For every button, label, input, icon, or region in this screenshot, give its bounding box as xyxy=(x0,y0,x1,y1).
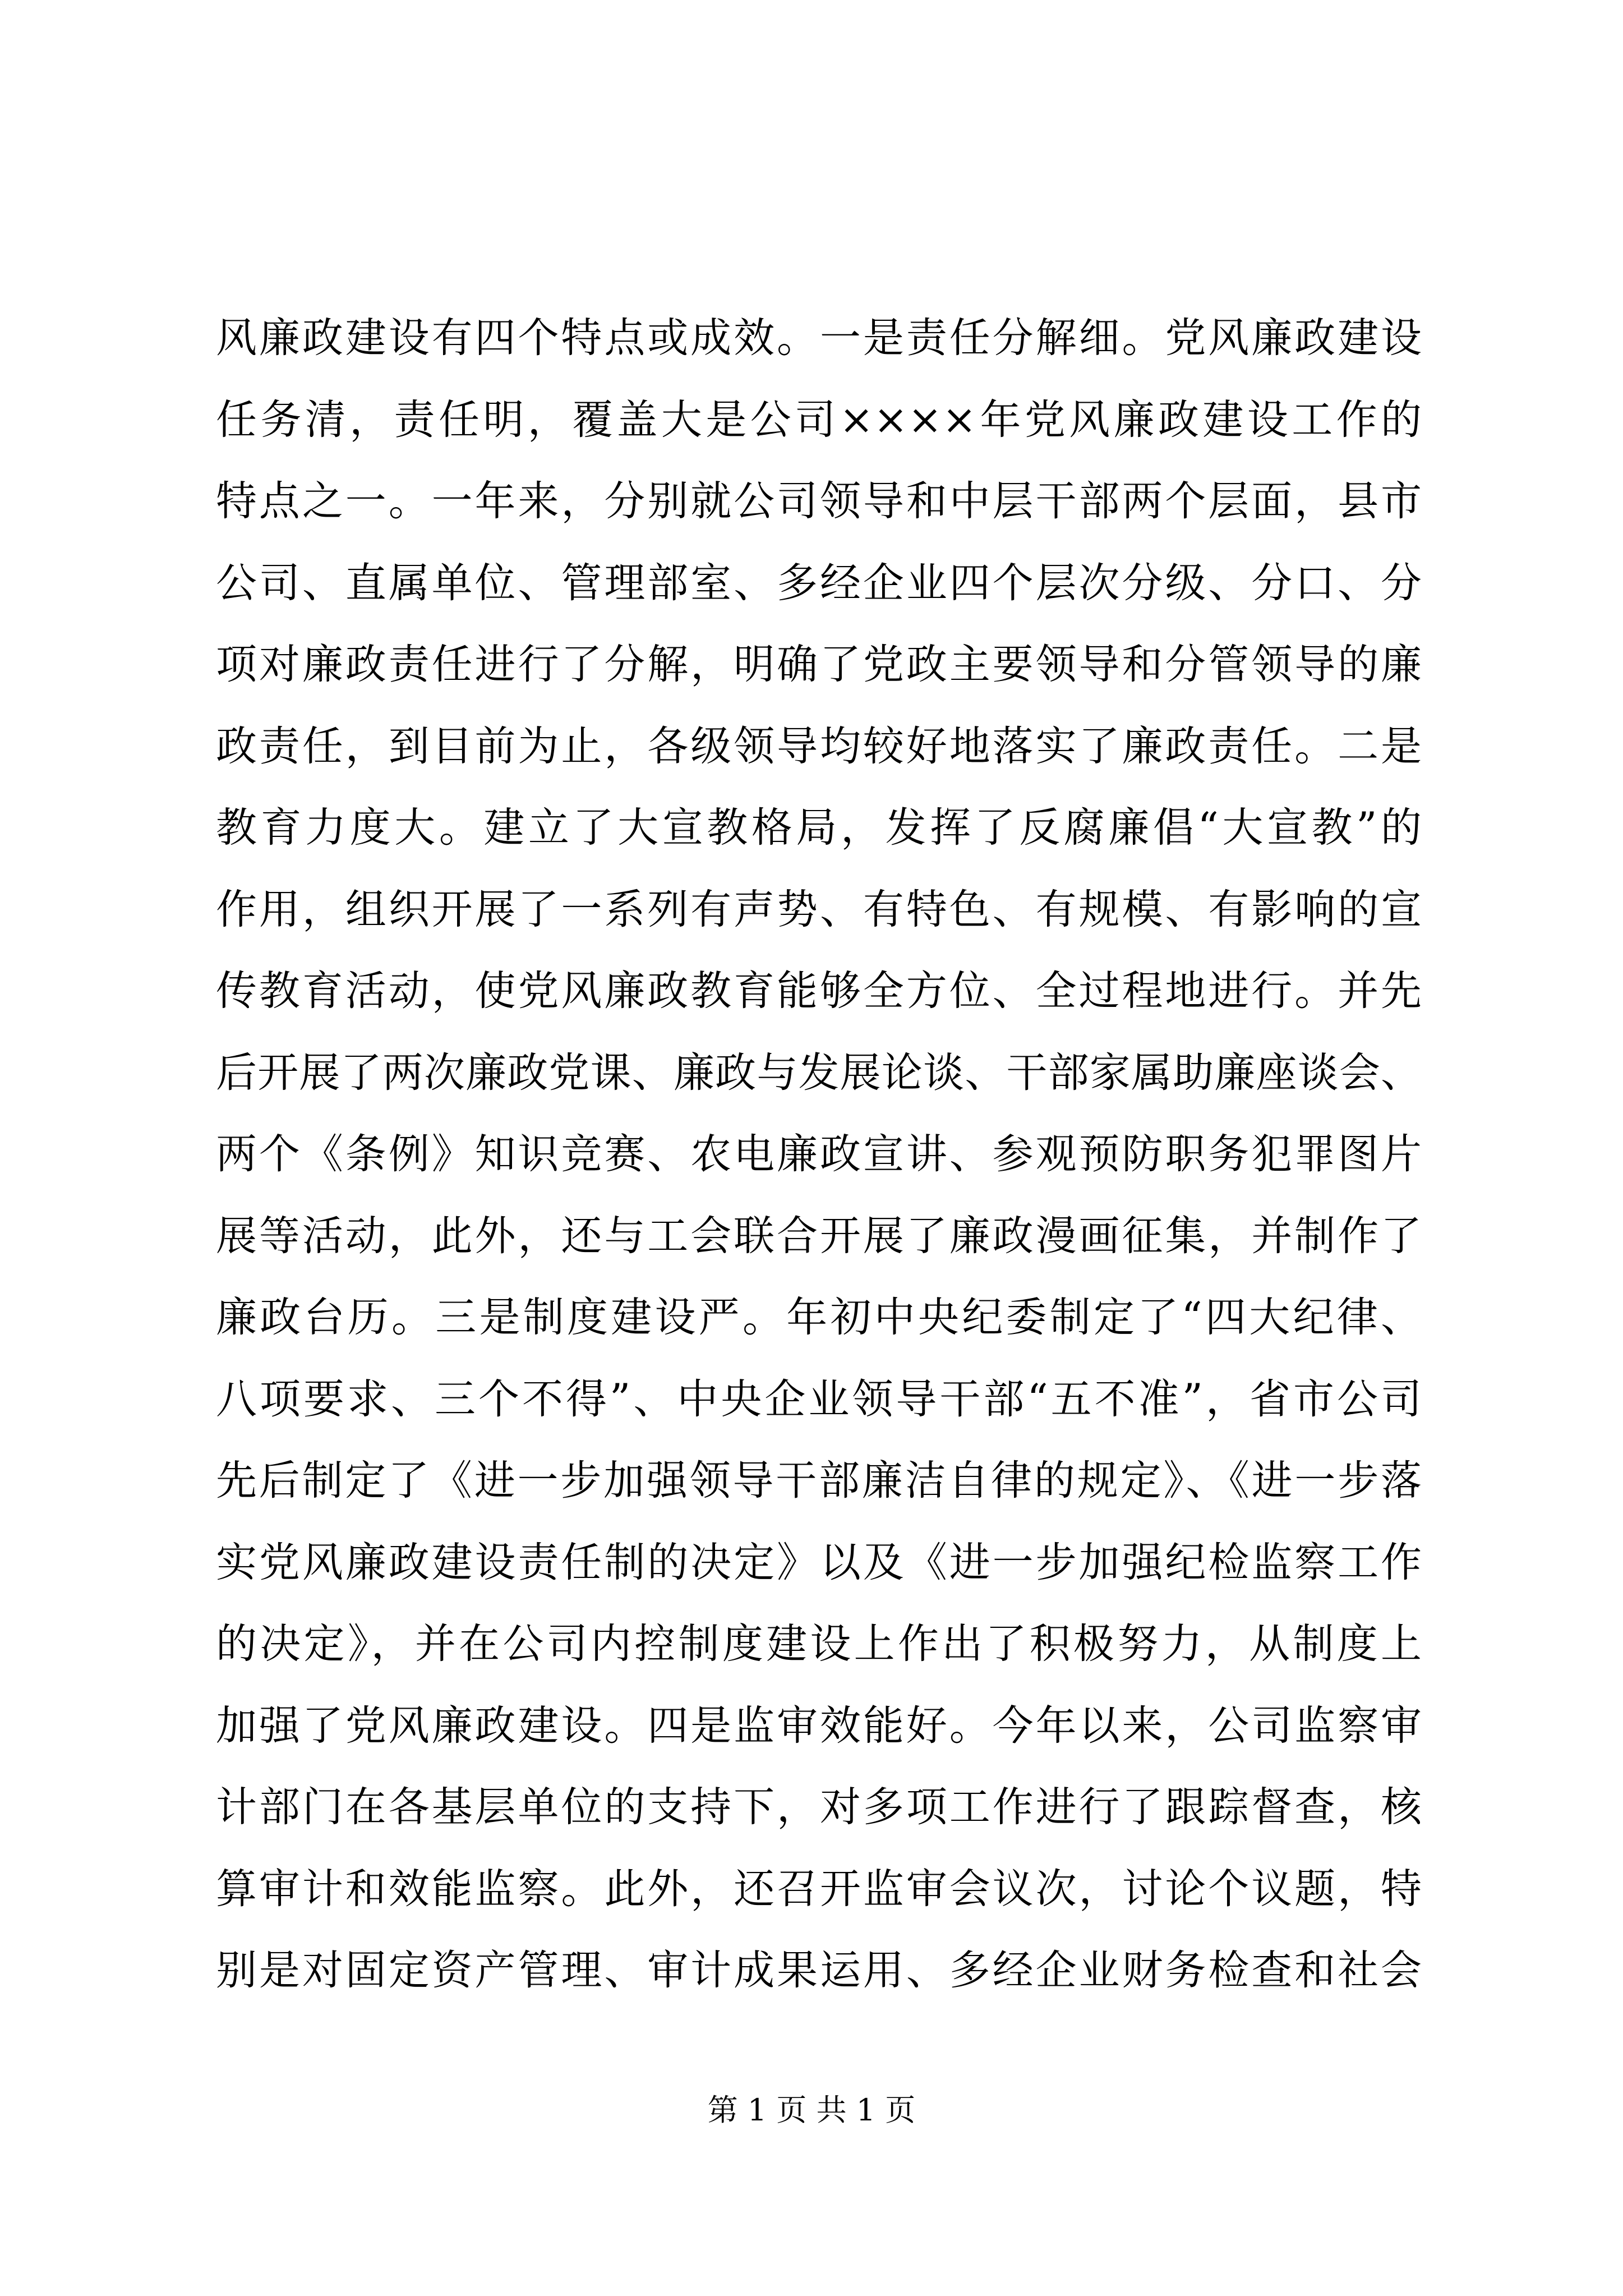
text-line: 廉政台历。三是制度建设严。年初中央纪委制定了“四大纪律、 xyxy=(216,1294,1422,1341)
text-line: 风廉政建设有四个特点或成效。一是责任分解细。党风廉政建设 xyxy=(216,314,1422,362)
body-text xyxy=(216,297,1422,2012)
text-line: 作用，组织开展了一系列有声势、有特色、有规模、有影响的宣 xyxy=(216,885,1422,933)
text-line: 任务清，责任明，覆盖大是公司××××年党风廉政建设工作的 xyxy=(216,395,1422,444)
text-line: 加强了党风廉政建设。四是监审效能好。今年以来，公司监察审 xyxy=(216,1701,1422,1750)
text-line: 算审计和效能监察。此外，还召开监审会议次，讨论个议题，特 xyxy=(216,1865,1422,1913)
text-line: 实党风廉政建设责任制的决定》以及《进一步加强纪检监察工作 xyxy=(216,1538,1422,1586)
text-line: 展等活动，此外，还与工会联合开展了廉政漫画征集，并制作了 xyxy=(216,1212,1422,1260)
text-line: 先后制定了《进一步加强领导干部廉洁自律的规定》、《进一步落 xyxy=(216,1457,1422,1504)
text-line: 后开展了两次廉政党课、廉政与发展论谈、干部家属助廉座谈会、 xyxy=(216,1048,1422,1097)
text-line: 的决定》，并在公司内控制度建设上作出了积极努力，从制度上 xyxy=(216,1620,1422,1668)
text-line: 公司、直属单位、管理部室、多经企业四个层次分级、分口、分 xyxy=(216,559,1422,607)
text-line: 八项要求、三个不得”、中央企业领导干部“五不准”，省市公司 xyxy=(216,1375,1422,1423)
text-line: 教育力度大。建立了大宣教格局，发挥了反腐廉倡“大宣教”的 xyxy=(216,804,1422,852)
text-line: 项对廉政责任进行了分解，明确了党政主要领导和分管领导的廉 xyxy=(216,641,1422,688)
text-line: 两个《条例》知识竞赛、农电廉政宣讲、参观预防职务犯罪图片 xyxy=(216,1130,1422,1178)
text-line: 传教育活动，使党风廉政教育能够全方位、全过程地进行。并先 xyxy=(216,967,1422,1015)
text-line: 特点之一。一年来，分别就公司领导和中层干部两个层面，县市 xyxy=(216,477,1422,525)
page-footer xyxy=(0,2088,1623,2133)
text-line: 政责任，到目前为止，各级领导均较好地落实了廉政责任。二是 xyxy=(216,722,1422,770)
text-line: 别是对固定资产管理、审计成果运用、多经企业财务检查和社会 xyxy=(216,1947,1422,1994)
text-line: 计部门在各基层单位的支持下，对多项工作进行了跟踪督查，核 xyxy=(216,1783,1422,1831)
page-number-label: 第 1 页 共 1 页 xyxy=(707,2092,916,2128)
